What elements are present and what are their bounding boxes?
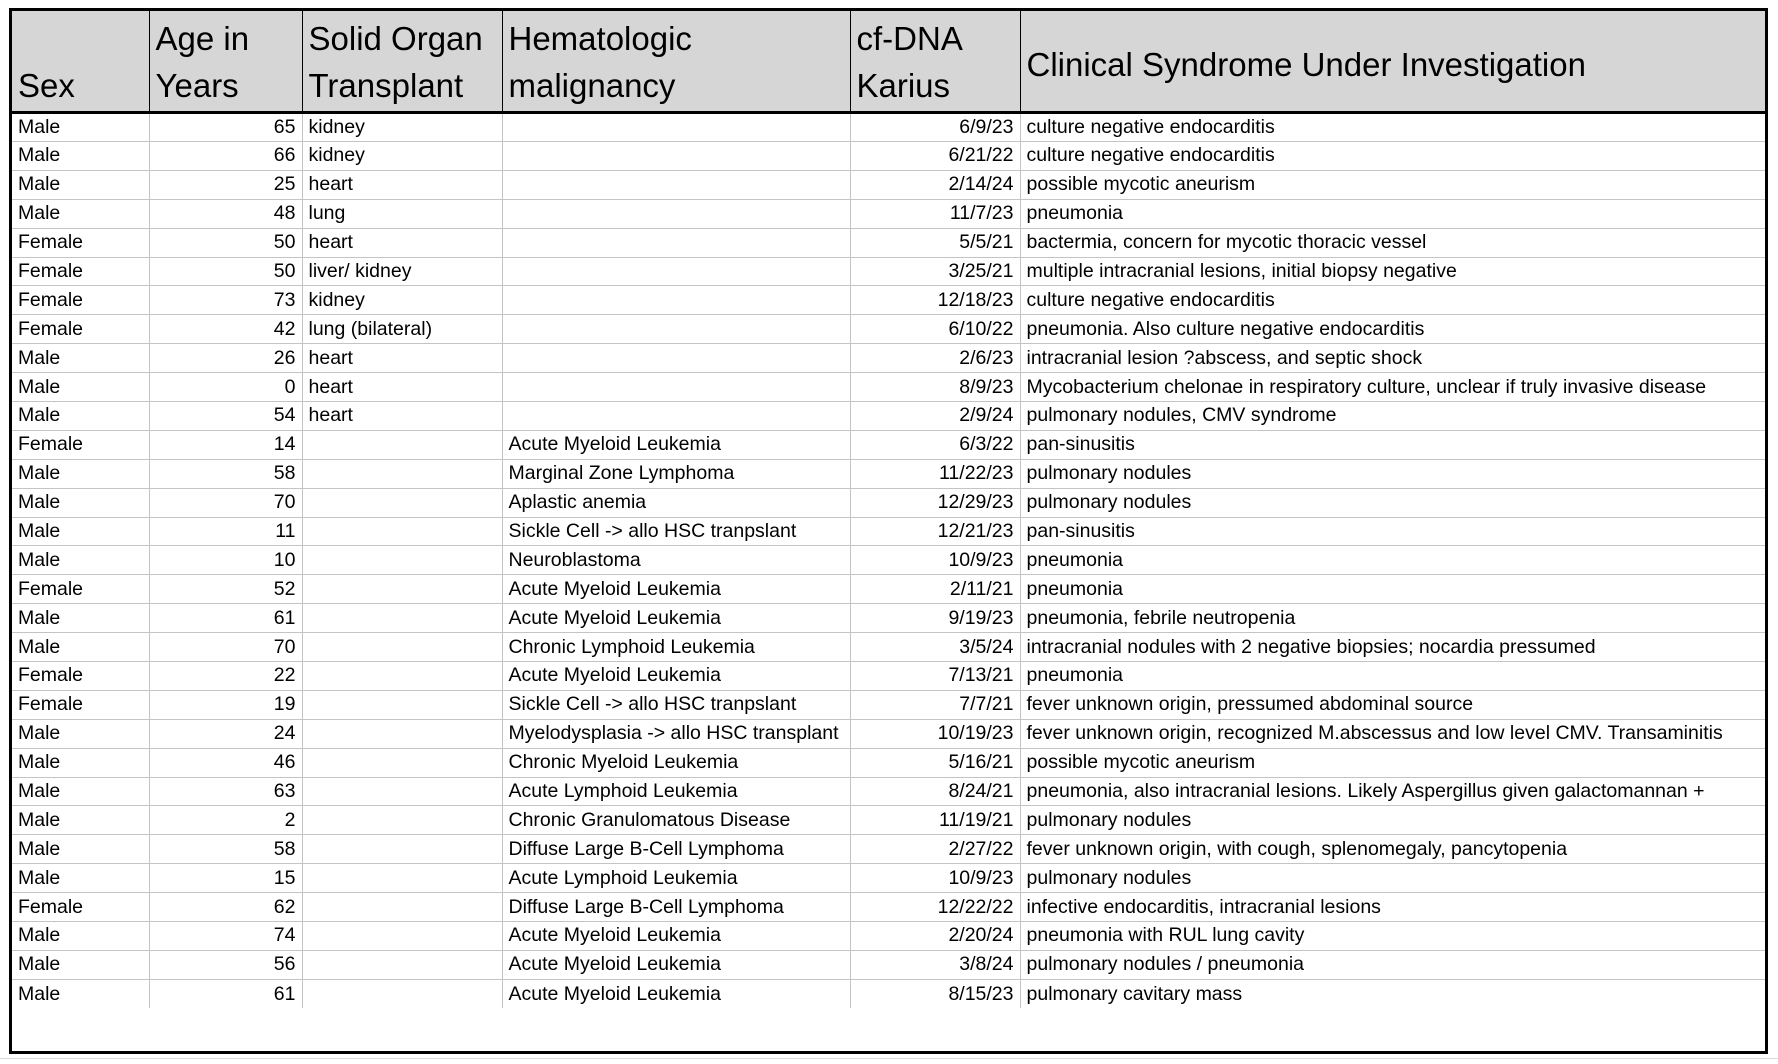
cell-sex: Female <box>12 228 149 257</box>
cell-hematologic-malignancy: Sickle Cell -> allo HSC tranpslant <box>502 517 850 546</box>
cell-solid-organ-transplant <box>302 575 502 604</box>
table-row <box>12 402 1765 431</box>
cell-hematologic-malignancy: Marginal Zone Lymphoma <box>502 459 850 488</box>
cell-hematologic-malignancy <box>502 315 850 344</box>
cell-clinical-syndrome: fever unknown origin, recognized M.abscessus and low level CMV. Transaminitis <box>1020 719 1765 748</box>
header-row <box>12 11 1765 113</box>
cell-solid-organ-transplant: kidney <box>302 142 502 171</box>
cell-solid-organ-transplant: heart <box>302 373 502 402</box>
cell-age: 48 <box>149 199 302 228</box>
table-row <box>12 517 1765 546</box>
table-row <box>12 488 1765 517</box>
header-heme-line-2: malignancy <box>508 67 676 104</box>
cell-sex: Male <box>12 459 149 488</box>
cell-hematologic-malignancy: Acute Myeloid Leukemia <box>502 662 850 691</box>
cell-cfdna-date: 3/25/21 <box>850 257 1020 286</box>
cell-clinical-syndrome: culture negative endocarditis <box>1020 286 1765 315</box>
cell-sex: Female <box>12 690 149 719</box>
cell-cfdna-date: 6/21/22 <box>850 142 1020 171</box>
header-age-line-1: Age in <box>155 20 250 57</box>
cell-hematologic-malignancy: Diffuse Large B-Cell Lymphoma <box>502 893 850 922</box>
cell-sex: Male <box>12 719 149 748</box>
cell-age: 66 <box>149 142 302 171</box>
cell-clinical-syndrome: pneumonia <box>1020 662 1765 691</box>
cell-cfdna-date: 2/9/24 <box>850 402 1020 431</box>
cell-hematologic-malignancy: Diffuse Large B-Cell Lymphoma <box>502 835 850 864</box>
cell-clinical-syndrome: pan-sinusitis <box>1020 430 1765 459</box>
cell-sex: Female <box>12 430 149 459</box>
cell-cfdna-date: 12/21/23 <box>850 517 1020 546</box>
table-row <box>12 979 1765 1008</box>
cell-clinical-syndrome: culture negative endocarditis <box>1020 113 1765 142</box>
header-sot-line-1: Solid Organ <box>308 20 483 57</box>
cell-hematologic-malignancy: Acute Myeloid Leukemia <box>502 604 850 633</box>
cell-age: 0 <box>149 373 302 402</box>
cell-cfdna-date: 2/20/24 <box>850 922 1020 951</box>
cell-hematologic-malignancy <box>502 286 850 315</box>
cell-age: 25 <box>149 170 302 199</box>
cell-age: 10 <box>149 546 302 575</box>
cell-age: 54 <box>149 402 302 431</box>
cell-sex: Male <box>12 546 149 575</box>
cell-age: 11 <box>149 517 302 546</box>
cell-hematologic-malignancy <box>502 344 850 373</box>
header-solid-organ-transplant <box>302 11 502 113</box>
cell-age: 58 <box>149 835 302 864</box>
cell-clinical-syndrome: fever unknown origin, with cough, splenomegaly, pancytopenia <box>1020 835 1765 864</box>
cell-sex: Female <box>12 893 149 922</box>
cell-clinical-syndrome: pulmonary nodules, CMV syndrome <box>1020 402 1765 431</box>
cell-cfdna-date: 12/29/23 <box>850 488 1020 517</box>
cell-age: 62 <box>149 893 302 922</box>
cell-clinical-syndrome: infective endocarditis, intracranial lesions <box>1020 893 1765 922</box>
table-row <box>12 459 1765 488</box>
table-row <box>12 835 1765 864</box>
cell-age: 61 <box>149 604 302 633</box>
cell-sex: Female <box>12 315 149 344</box>
cell-solid-organ-transplant <box>302 777 502 806</box>
cell-cfdna-date: 6/10/22 <box>850 315 1020 344</box>
cell-solid-organ-transplant: kidney <box>302 286 502 315</box>
cell-solid-organ-transplant <box>302 748 502 777</box>
cell-clinical-syndrome: pneumonia, also intracranial lesions. Likely Aspergillus given galactomannan + <box>1020 777 1765 806</box>
header-cfdna-line-2: Karius <box>856 67 951 104</box>
patient-table <box>12 11 1765 1008</box>
cell-cfdna-date: 11/7/23 <box>850 199 1020 228</box>
cell-sex: Female <box>12 286 149 315</box>
cell-sex: Female <box>12 575 149 604</box>
cell-clinical-syndrome: intracranial lesion ?abscess, and septic shock <box>1020 344 1765 373</box>
table-row <box>12 633 1765 662</box>
cell-hematologic-malignancy: Chronic Granulomatous Disease <box>502 806 850 835</box>
header-cfdna-karius <box>850 11 1020 113</box>
cell-solid-organ-transplant <box>302 459 502 488</box>
cell-hematologic-malignancy: Chronic Myeloid Leukemia <box>502 748 850 777</box>
cell-clinical-syndrome: pulmonary nodules <box>1020 488 1765 517</box>
cell-clinical-syndrome: pulmonary cavitary mass <box>1026 982 1243 1005</box>
header-heme-line-1: Hematologic <box>508 20 692 57</box>
cell-age: 61 <box>149 979 302 1008</box>
cell-sex: Female <box>12 257 149 286</box>
cell-cfdna-date: 10/9/23 <box>850 546 1020 575</box>
cell-age: 26 <box>149 344 302 373</box>
cell-cfdna-date: 8/15/23 <box>850 979 1020 1008</box>
cell-solid-organ-transplant: heart <box>302 170 502 199</box>
cell-age: 24 <box>149 719 302 748</box>
table-row <box>12 748 1765 777</box>
header-sex <box>12 11 149 113</box>
cell-solid-organ-transplant: heart <box>302 228 502 257</box>
cell-clinical-syndrome: Mycobacterium chelonae in respiratory culture, unclear if truly invasive disease <box>1020 373 1765 402</box>
cell-hematologic-malignancy <box>502 170 850 199</box>
cell-sex: Male <box>12 170 149 199</box>
cell-cfdna-date: 11/19/21 <box>850 806 1020 835</box>
cell-hematologic-malignancy: Acute Myeloid Leukemia <box>502 950 850 979</box>
cell-age: 19 <box>149 690 302 719</box>
cell-solid-organ-transplant: heart <box>302 344 502 373</box>
cell-clinical-syndrome: intracranial nodules with 2 negative biopsies; nocardia pressumed <box>1020 633 1765 662</box>
cell-hematologic-malignancy <box>502 199 850 228</box>
cell-age: 74 <box>149 922 302 951</box>
cell-solid-organ-transplant: lung (bilateral) <box>302 315 502 344</box>
cell-cfdna-date: 9/19/23 <box>850 604 1020 633</box>
cell-solid-organ-transplant <box>302 488 502 517</box>
cell-cfdna-date: 2/14/24 <box>850 170 1020 199</box>
cell-solid-organ-transplant: heart <box>302 402 502 431</box>
cell-hematologic-malignancy: Sickle Cell -> allo HSC tranpslant <box>502 690 850 719</box>
cell-sex: Male <box>12 142 149 171</box>
header-age <box>149 11 302 113</box>
cell-clinical-syndrome: pneumonia <box>1020 575 1765 604</box>
cell-clinical-syndrome: bactermia, concern for mycotic thoracic vessel <box>1020 228 1765 257</box>
table-row <box>12 662 1765 691</box>
table-row <box>12 315 1765 344</box>
table-row <box>12 546 1765 575</box>
cell-age: 2 <box>149 806 302 835</box>
table-row <box>12 604 1765 633</box>
cell-age: 14 <box>149 430 302 459</box>
table-row <box>12 575 1765 604</box>
cell-hematologic-malignancy <box>502 113 850 142</box>
cell-solid-organ-transplant <box>302 893 502 922</box>
cell-clinical-syndrome: pneumonia <box>1020 199 1765 228</box>
table-row <box>12 373 1765 402</box>
cell-cfdna-date: 7/7/21 <box>850 690 1020 719</box>
cell-solid-organ-transplant <box>302 690 502 719</box>
cell-solid-organ-transplant <box>302 922 502 951</box>
cell-sex: Male <box>12 517 149 546</box>
cell-age: 22 <box>149 662 302 691</box>
cell-age: 52 <box>149 575 302 604</box>
cell-hematologic-malignancy: Acute Lymphoid Leukemia <box>502 864 850 893</box>
cell-clinical-syndrome: possible mycotic aneurism <box>1020 748 1765 777</box>
header-clinical-syndrome <box>1020 11 1765 113</box>
cell-age: 63 <box>149 777 302 806</box>
cell-age: 73 <box>149 286 302 315</box>
cell-clinical-syndrome: possible mycotic aneurism <box>1020 170 1765 199</box>
table-row <box>12 690 1765 719</box>
cell-clinical-syndrome: fever unknown origin, pressumed abdominal source <box>1020 690 1765 719</box>
cell-age: 65 <box>149 113 302 142</box>
cell-sex: Female <box>12 662 149 691</box>
cell-hematologic-malignancy: Acute Myeloid Leukemia <box>502 922 850 951</box>
cell-clinical-syndrome: multiple intracranial lesions, initial biopsy negative <box>1020 257 1765 286</box>
cell-age: 70 <box>149 633 302 662</box>
cell-cfdna-date: 8/9/23 <box>850 373 1020 402</box>
cell-age: 15 <box>149 864 302 893</box>
cell-clinical-syndrome: pneumonia <box>1020 546 1765 575</box>
cell-clinical-syndrome: pneumonia with RUL lung cavity <box>1020 922 1765 951</box>
cell-sex: Male <box>12 633 149 662</box>
cell-solid-organ-transplant <box>302 430 502 459</box>
cell-hematologic-malignancy: Acute Myeloid Leukemia <box>502 979 850 1008</box>
cell-solid-organ-transplant: liver/ kidney <box>302 257 502 286</box>
cell-hematologic-malignancy <box>502 373 850 402</box>
cell-cfdna-date: 8/24/21 <box>850 777 1020 806</box>
table-row <box>12 864 1765 893</box>
cell-cfdna-date: 3/5/24 <box>850 633 1020 662</box>
cell-hematologic-malignancy: Acute Lymphoid Leukemia <box>502 777 850 806</box>
table-row <box>12 113 1765 142</box>
table-row <box>12 922 1765 951</box>
cell-cfdna-date: 12/22/22 <box>850 893 1020 922</box>
cell-hematologic-malignancy: Chronic Lymphoid Leukemia <box>502 633 850 662</box>
header-hematologic-malignancy <box>502 11 850 113</box>
cell-hematologic-malignancy: Neuroblastoma <box>502 546 850 575</box>
header-age-line-2: Years <box>155 67 239 104</box>
table-row <box>12 257 1765 286</box>
cell-sex: Male <box>12 864 149 893</box>
table-row <box>12 170 1765 199</box>
header-sex-line-1: Sex <box>18 67 75 104</box>
cell-solid-organ-transplant <box>302 517 502 546</box>
table-row <box>12 806 1765 835</box>
cell-hematologic-malignancy <box>502 402 850 431</box>
cell-solid-organ-transplant <box>302 662 502 691</box>
cell-solid-organ-transplant <box>302 633 502 662</box>
cell-solid-organ-transplant <box>302 979 502 1008</box>
cell-hematologic-malignancy: Aplastic anemia <box>502 488 850 517</box>
cell-age: 50 <box>149 257 302 286</box>
cell-solid-organ-transplant <box>302 864 502 893</box>
cell-cfdna-date: 6/3/22 <box>850 430 1020 459</box>
cell-cfdna-date: 10/9/23 <box>850 864 1020 893</box>
cell-sex: Male <box>12 402 149 431</box>
table-row <box>12 199 1765 228</box>
cell-hematologic-malignancy: Myelodysplasia -> allo HSC transplant <box>502 719 850 748</box>
cell-clinical-syndrome: pneumonia. Also culture negative endocarditis <box>1020 315 1765 344</box>
cell-age: 42 <box>149 315 302 344</box>
cell-clinical-syndrome: pulmonary nodules <box>1020 806 1765 835</box>
cell-clinical-syndrome: pulmonary nodules / pneumonia <box>1020 950 1765 979</box>
cell-solid-organ-transplant <box>302 719 502 748</box>
cell-clinical-syndrome: culture negative endocarditis <box>1020 142 1765 171</box>
cell-cfdna-date: 3/8/24 <box>850 950 1020 979</box>
cell-age: 50 <box>149 228 302 257</box>
cell-sex: Male <box>12 488 149 517</box>
cell-solid-organ-transplant <box>302 546 502 575</box>
cell-sex: Male <box>12 604 149 633</box>
cell-sex: Male <box>12 922 149 951</box>
cell-clinical-syndrome: pulmonary nodules <box>1020 459 1765 488</box>
cell-sex: Male <box>12 373 149 402</box>
cell-hematologic-malignancy: Acute Myeloid Leukemia <box>502 575 850 604</box>
cell-age: 46 <box>149 748 302 777</box>
cell-solid-organ-transplant <box>302 604 502 633</box>
cell-solid-organ-transplant: kidney <box>302 113 502 142</box>
cell-cfdna-date: 2/11/21 <box>850 575 1020 604</box>
table-row <box>12 344 1765 373</box>
cell-age: 58 <box>149 459 302 488</box>
header-cfdna-line-1: cf-DNA <box>856 20 963 57</box>
cell-sex: Male <box>12 748 149 777</box>
cell-sex: Male <box>12 835 149 864</box>
table-row <box>12 142 1765 171</box>
cell-sex: Male <box>12 979 149 1008</box>
cell-age: 70 <box>149 488 302 517</box>
cell-cfdna-date: 2/27/22 <box>850 835 1020 864</box>
table-row <box>12 777 1765 806</box>
cell-sex: Male <box>12 806 149 835</box>
table-row <box>12 286 1765 315</box>
table-row <box>12 719 1765 748</box>
cell-cfdna-date: 10/19/23 <box>850 719 1020 748</box>
cell-hematologic-malignancy <box>502 228 850 257</box>
cell-hematologic-malignancy <box>502 257 850 286</box>
cell-solid-organ-transplant <box>302 835 502 864</box>
cell-hematologic-malignancy: Acute Myeloid Leukemia <box>502 430 850 459</box>
table-row <box>12 893 1765 922</box>
cell-cfdna-date: 6/9/23 <box>850 113 1020 142</box>
cell-clinical-syndrome: pan-sinusitis <box>1020 517 1765 546</box>
page-edge-divider <box>0 1058 1778 1059</box>
cell-sex: Male <box>12 113 149 142</box>
cell-cfdna-date: 2/6/23 <box>850 344 1020 373</box>
cell-solid-organ-transplant <box>302 806 502 835</box>
cell-age: 56 <box>149 950 302 979</box>
table-body <box>12 113 1765 1009</box>
cell-sex: Male <box>12 344 149 373</box>
table-row <box>12 430 1765 459</box>
table-row <box>12 950 1765 979</box>
header-sot-line-2: Transplant <box>308 67 464 104</box>
header-syndrome-line-1: Clinical Syndrome Under Investigation <box>1026 45 1586 83</box>
cell-cfdna-date: 5/5/21 <box>850 228 1020 257</box>
cell-cfdna-date: 11/22/23 <box>850 459 1020 488</box>
cell-cfdna-date: 12/18/23 <box>850 286 1020 315</box>
cell-solid-organ-transplant <box>302 950 502 979</box>
cell-sex: Male <box>12 199 149 228</box>
cell-cfdna-date: 7/13/21 <box>850 662 1020 691</box>
cell-sex: Male <box>12 950 149 979</box>
cell-solid-organ-transplant: lung <box>302 199 502 228</box>
cell-sex: Male <box>12 777 149 806</box>
cell-clinical-syndrome: pulmonary nodules <box>1020 864 1765 893</box>
cell-cfdna-date: 5/16/21 <box>850 748 1020 777</box>
table-row <box>12 228 1765 257</box>
cell-hematologic-malignancy <box>502 142 850 171</box>
cell-clinical-syndrome: pneumonia, febrile neutropenia <box>1020 604 1765 633</box>
patient-table-frame <box>9 8 1768 1054</box>
